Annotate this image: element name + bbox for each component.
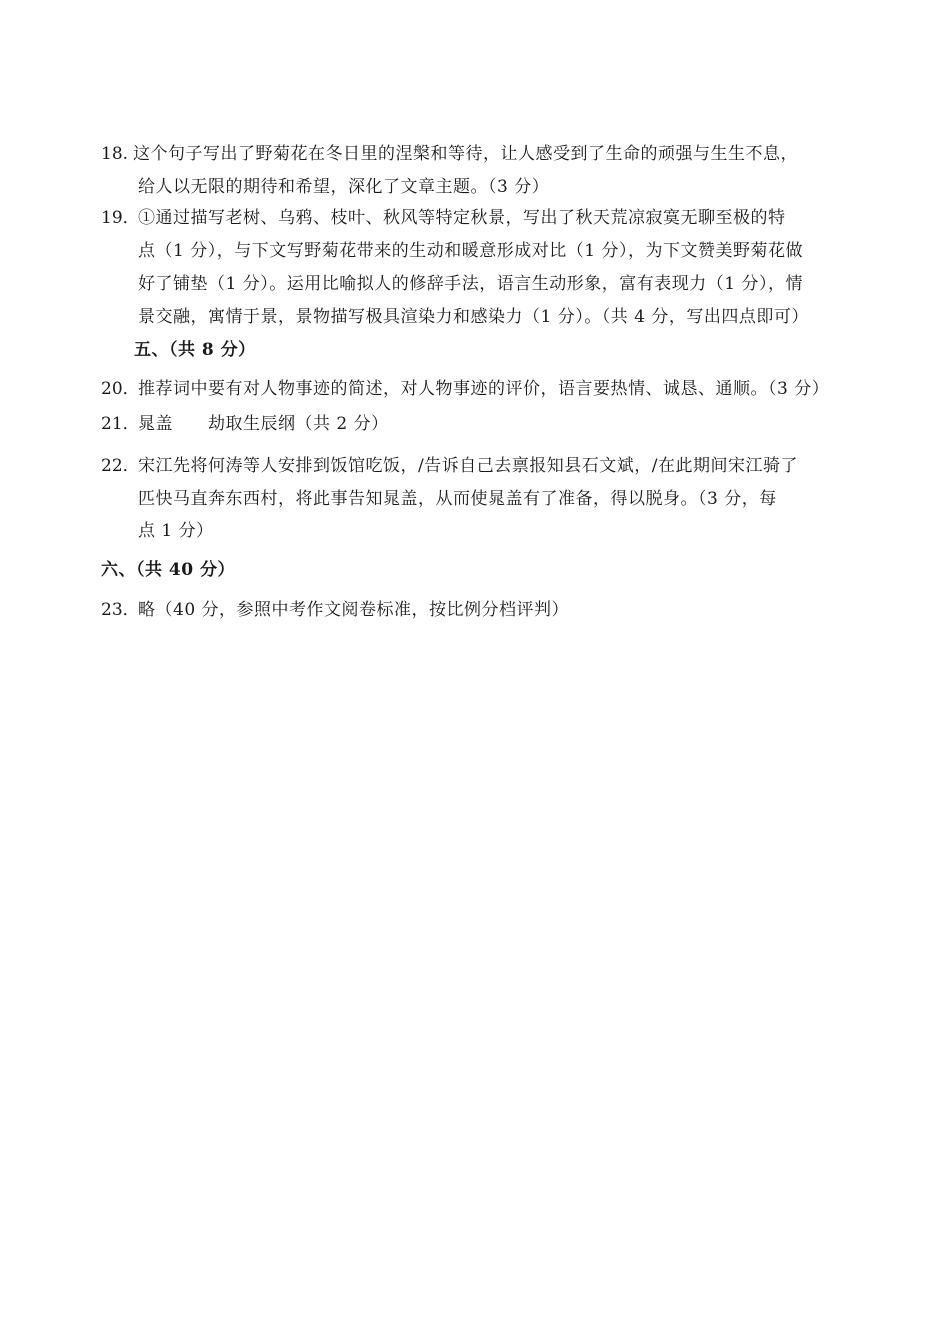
section-heading: 五、（共 8 分） <box>134 340 256 360</box>
answer-text-line: 景交融，寓情于景，景物描写极具渲染力和感染力（1 分）。（共 4 分，写出四点即可） <box>138 307 809 327</box>
item-number: 22． <box>101 456 140 476</box>
answer-text-line: ①通过描写老树、乌鸦、枝叶、秋风等特定秋景，写出了秋天荒凉寂寞无聊至极的特 <box>138 208 786 228</box>
item-number: 19． <box>101 208 140 228</box>
answer-text-line: 推荐词中要有对人物事迹的简述，对人物事迹的评价，语言要热情、诚恳、通顺。（3 分） <box>138 379 830 399</box>
answer-text-line: 点（1 分），与下文写野菊花带来的生动和暖意形成对比（1 分），为下文赞美野菊花做 <box>138 241 803 261</box>
answer-text-line: 好了铺垫（1 分）。运用比喻拟人的修辞手法，语言生动形象，富有表现力（1 分），情 <box>138 274 803 294</box>
section-heading: 六、（共 40 分） <box>101 560 235 580</box>
item-number: 23． <box>101 600 140 620</box>
answer-text-line: 宋江先将何涛等人安排到饭馆吃饭，/告诉自己去禀报知县石文斌，/在此期间宋江骑了 <box>138 456 798 476</box>
answer-text-line: 晁盖 劫取生辰纲（共 2 分） <box>138 414 389 434</box>
answer-text-line: 点 1 分） <box>138 521 214 541</box>
item-number: 18. <box>101 144 129 164</box>
item-number: 21． <box>101 414 140 434</box>
answer-text-line: 匹快马直奔东西村，将此事告知晁盖，从而使晁盖有了准备，得以脱身。（3 分，每 <box>138 489 777 509</box>
answer-text-line: 给人以无限的期待和希望，深化了文章主题。（3 分） <box>138 177 550 197</box>
answer-text-line: 略（40 分，参照中考作文阅卷标准，按比例分档评判） <box>138 600 570 620</box>
item-number: 20． <box>101 379 140 399</box>
answer-text-line: 这个句子写出了野菊花在冬日里的涅槃和等待，让人感受到了生命的顽强与生生不息， <box>133 144 798 164</box>
